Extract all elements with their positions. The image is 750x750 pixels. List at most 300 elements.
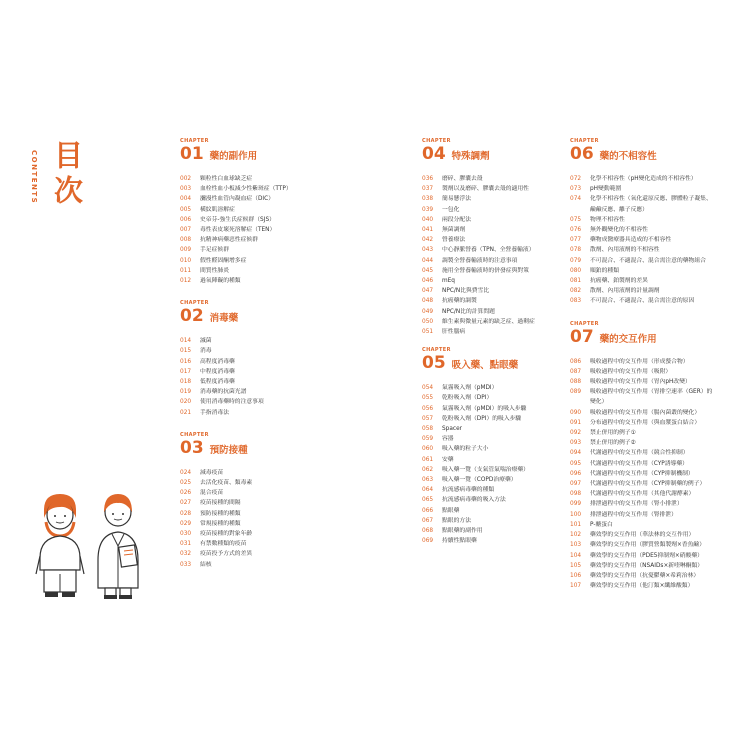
entry-title: 減毒疫苗 [200, 469, 224, 476]
entry-title: 吸收過程中的交互作用（形成螯合物） [590, 358, 689, 365]
page-number: 066 [422, 507, 434, 514]
toc-entry[interactable] [570, 428, 720, 438]
entry-title: 過氧陣礙的種類 [200, 278, 241, 285]
toc-entry-list [570, 174, 720, 307]
toc-entry[interactable] [422, 383, 567, 393]
page-number: 005 [180, 206, 192, 213]
page-number: 101 [570, 521, 582, 528]
toc-entry[interactable] [180, 519, 390, 529]
toc-entry[interactable] [422, 485, 567, 495]
chapter-heading [570, 144, 720, 167]
page-number: 012 [180, 278, 192, 285]
toc-entry[interactable] [422, 184, 567, 194]
toc-column-3 [570, 138, 720, 601]
page-number: 091 [570, 419, 582, 426]
toc-entry-list [422, 383, 567, 546]
entry-title: P-醣蛋白 [590, 521, 613, 528]
toc-entry[interactable] [570, 510, 720, 520]
chapter-title: 藥的不相容性 [599, 151, 657, 162]
entry-title: 史帝芬-強生氏症候群（SJS） [200, 216, 275, 223]
entry-title: 散劑、內用液劑的計量調劑 [590, 288, 660, 295]
toc-entry[interactable] [570, 387, 720, 397]
toc-entry[interactable] [180, 194, 390, 204]
chapter-number: 04 [422, 144, 446, 164]
page-number: 088 [570, 379, 582, 386]
toc-entry[interactable] [422, 307, 567, 317]
toc-entry[interactable] [570, 215, 720, 225]
page-number: 055 [422, 395, 434, 402]
page-number: 032 [180, 551, 192, 558]
toc-entry-list [180, 468, 390, 570]
chapter-title: 藥的交互作用 [599, 333, 657, 345]
page-number: 104 [570, 552, 582, 559]
page-number: 008 [180, 237, 192, 244]
entry-title: 安藥 [442, 456, 454, 463]
entry-title: 藥效學的交互作用（膠質營類製劑×香魚鹼） [590, 542, 705, 549]
toc-entry[interactable] [422, 286, 567, 296]
toc-entry[interactable] [180, 266, 390, 276]
toc-entry[interactable] [422, 434, 567, 444]
entry-title: 藥物成醫療器具造成的不相容性 [590, 237, 672, 244]
toc-entry[interactable] [570, 551, 720, 561]
entry-title: 持續性點眼藥 [442, 538, 477, 545]
page-number: 016 [180, 358, 192, 365]
toc-entry[interactable] [570, 448, 720, 458]
entry-title: 疫苗接種的對象年齡 [200, 531, 253, 538]
page-number: 024 [180, 469, 192, 476]
toc-entry[interactable] [570, 489, 720, 499]
toc-entry[interactable] [180, 174, 390, 184]
entry-title: 調製全營養輸液時的注意事項 [442, 257, 518, 264]
page-number: 060 [422, 446, 434, 453]
chapter-heading [422, 144, 567, 167]
toc-entry[interactable] [180, 397, 390, 407]
chapter-tag: CHAPTER [570, 320, 599, 327]
toc-entry[interactable] [180, 184, 390, 194]
toc-entry[interactable] [422, 245, 567, 255]
toc-entry[interactable] [570, 357, 720, 367]
page-number: 018 [180, 379, 192, 386]
toc-entry[interactable] [570, 184, 720, 194]
toc-entry[interactable] [422, 276, 567, 286]
toc-entry[interactable] [180, 225, 390, 235]
toc-column-1 [180, 138, 390, 580]
page-number: 007 [180, 227, 192, 234]
toc-entry[interactable] [422, 455, 567, 465]
entry-title: 禁止併用的例子② [590, 440, 636, 447]
toc-entry[interactable] [570, 438, 720, 448]
entry-title: 吸入藥一覽（COPD治療藥） [442, 477, 517, 484]
entry-title: 氣霧吸入劑（pMDI）的吸入步驟 [442, 405, 527, 412]
toc-entry[interactable] [180, 498, 390, 508]
entry-title: 藥效學的交互作用（PDE5抑制劑×硝酸藥） [590, 552, 703, 559]
page-number: 067 [422, 517, 434, 524]
page-number: 058 [422, 426, 434, 433]
chapter-number: 02 [180, 306, 204, 327]
toc-entry[interactable] [570, 296, 720, 306]
page-number: 030 [180, 531, 192, 538]
chapter-02 [180, 300, 390, 418]
chapter-number: 01 [180, 144, 204, 164]
entry-title: 疫苗接種的間隔 [200, 500, 241, 507]
toc-entry[interactable] [180, 215, 390, 225]
toc-entry[interactable] [180, 346, 390, 356]
page-number: 021 [180, 409, 192, 416]
toc-entry[interactable] [422, 506, 567, 516]
entry-title: 磨碎、膠囊去殼 [442, 176, 483, 182]
page-number: 028 [180, 510, 192, 517]
chapter-title: 特殊調劑 [451, 151, 490, 162]
entry-title: 吸收過程中的交互作用（胃排空速率（GER）的 [590, 389, 713, 396]
entry-title: 常規接種的種類 [200, 520, 241, 527]
page-number: 089 [570, 389, 582, 396]
toc-entry[interactable] [180, 367, 390, 377]
toc-entry[interactable] [570, 397, 720, 407]
page-number: 009 [180, 247, 192, 254]
entry-title: 乾粉吸入劑（DPI） [442, 395, 493, 402]
page-number: 003 [180, 186, 192, 193]
page-number: 041 [422, 227, 434, 234]
entry-title: 抗精神病藥惡性症候群 [200, 237, 258, 244]
chapter-number: 03 [180, 437, 204, 458]
entry-title: 使用消毒藥時的注意事項 [200, 399, 264, 406]
toc-entry[interactable] [570, 520, 720, 530]
entry-title: pH變動範圍 [590, 186, 622, 193]
chapter-number: 05 [422, 353, 446, 374]
page-number: 083 [570, 298, 582, 305]
page-title: 目次 [50, 140, 84, 210]
entry-title: 抗流感病毒藥的吸入方法 [442, 497, 506, 504]
page-number: 042 [422, 237, 434, 244]
page-number: 054 [422, 385, 434, 392]
toc-entry[interactable] [180, 539, 390, 549]
toc-entry[interactable] [570, 530, 720, 540]
page-number: 082 [570, 288, 582, 295]
entry-title: 代謝過程中的交互作用（CYP抑制藥的例子） [590, 481, 706, 488]
page-number: 069 [422, 538, 434, 545]
toc-entry[interactable] [570, 235, 720, 245]
page-number: 047 [422, 288, 434, 295]
page-number: 098 [570, 491, 582, 498]
toc-entry[interactable] [570, 418, 720, 428]
entry-title: 抗癌藥的調製 [442, 298, 477, 305]
entry-title: 中心靜脈營養（TPN、全營養輸液） [442, 247, 535, 254]
entry-title: 手足症候群 [200, 247, 229, 254]
toc-entry[interactable] [180, 357, 390, 367]
toc-entry[interactable] [180, 235, 390, 245]
entry-title: 高程度消毒藥 [200, 358, 235, 365]
page-number: 056 [422, 405, 434, 412]
toc-entry[interactable] [422, 495, 567, 505]
toc-entry[interactable] [180, 488, 390, 498]
entry-title: 中程度消毒藥 [200, 368, 235, 375]
page-number: 043 [422, 247, 434, 254]
patient-figure [36, 494, 84, 597]
entry-title: 結核 [200, 561, 212, 568]
toc-entry[interactable] [422, 424, 567, 434]
toc-entry[interactable] [422, 414, 567, 424]
toc-entry[interactable] [570, 459, 720, 469]
entry-title: 疫苗投予方式的差異 [200, 551, 253, 558]
toc-entry[interactable] [570, 194, 720, 204]
page-number: 051 [422, 329, 434, 336]
page-number: 096 [570, 470, 582, 477]
toc-entry[interactable] [422, 475, 567, 485]
page-number: 020 [180, 399, 192, 406]
entry-title: 顆粒性白血球缺乏症 [200, 176, 253, 182]
toc-entry[interactable] [422, 256, 567, 266]
entry-title: 散劑、內用液劑的不相容性 [590, 247, 660, 254]
entry-title: 瀰漫性血管內凝血症（DIC） [200, 196, 274, 203]
toc-entry[interactable] [180, 377, 390, 387]
entry-title: 不可混合、不適混合、混合需注意的原因 [590, 298, 695, 305]
page-number: 077 [570, 237, 582, 244]
page-number: 068 [422, 528, 434, 535]
page-number: 093 [570, 440, 582, 447]
page-number: 107 [570, 583, 582, 590]
page-number: 086 [570, 358, 582, 365]
entry-title: 代謝過程中的交互作用（競合性抑制） [590, 450, 689, 457]
page-number: 078 [570, 247, 582, 254]
page-number: 094 [570, 450, 582, 457]
toc-entry[interactable] [570, 499, 720, 509]
toc-entry[interactable] [180, 509, 390, 519]
entry-title: 排泄過程中的交互作用（腎小排泄） [590, 501, 683, 508]
toc-entry[interactable] [422, 317, 567, 327]
toc-entry[interactable] [180, 336, 390, 346]
toc-entry[interactable] [570, 571, 720, 581]
toc-entry[interactable] [570, 205, 720, 215]
entry-title: 吸入藥的粒子大小 [442, 446, 489, 453]
chapter-tag: CHAPTER [180, 138, 209, 144]
toc-entry[interactable] [180, 549, 390, 559]
toc-entry[interactable] [570, 286, 720, 296]
entry-title: 手指消毒法 [200, 409, 229, 416]
entry-title: 無菌調劑 [442, 227, 466, 234]
toc-entry-list [180, 336, 390, 418]
page-number: 092 [570, 430, 582, 437]
entry-title: 營養療法 [442, 237, 466, 244]
toc-entry[interactable] [180, 560, 390, 570]
entry-title: 代謝過程中的交互作用（其他代謝酵素） [590, 491, 695, 498]
page-number: 087 [570, 368, 582, 375]
entry-title: 一包化 [442, 206, 460, 213]
page-number: 063 [422, 477, 434, 484]
toc-entry[interactable] [422, 225, 567, 235]
page-number: 080 [570, 267, 582, 274]
entry-title: 吸收過程中的交互作用（胃內pH改變） [590, 379, 691, 386]
toc-entry[interactable] [422, 235, 567, 245]
entry-title: 藥效學的交互作用（NSAIDs×新喹啉酮類） [590, 562, 704, 569]
page-number: 036 [422, 176, 434, 182]
toc-entry[interactable] [180, 387, 390, 397]
toc-entry[interactable] [180, 205, 390, 215]
entry-title: 肝性腦病 [442, 329, 466, 336]
entry-title: 順鉑的種類 [590, 267, 619, 274]
toc-entry[interactable] [570, 469, 720, 479]
entry-title: 兩段分配法 [442, 216, 471, 223]
entry-title: 藥效學的交互作用（華法林的交互作用） [590, 532, 695, 539]
toc-entry[interactable] [570, 408, 720, 418]
toc-entry[interactable] [570, 377, 720, 387]
entry-title: 維生素與微量元素的缺乏症、過剩症 [442, 318, 535, 325]
entry-title: 點眼的方法 [442, 517, 471, 524]
entry-title: 吸收過程中的交互作用（吸附） [590, 368, 672, 375]
toc-entry[interactable] [570, 174, 720, 184]
entry-title: 間質性肺炎 [200, 267, 229, 274]
toc-entry[interactable] [570, 276, 720, 286]
entry-title: 鹼鹼反應、離子反應） [590, 206, 648, 213]
chapter-heading [180, 438, 390, 461]
chapter-heading [570, 327, 720, 350]
page-number: 039 [422, 206, 434, 213]
page-number: 025 [180, 480, 192, 487]
page-number: 075 [570, 216, 582, 223]
page-number: 011 [180, 267, 192, 274]
toc-entry[interactable] [570, 581, 720, 591]
chapter-tag: CHAPTER [570, 138, 599, 144]
entry-title: 有禁數種類的疫苗 [200, 541, 247, 548]
entry-title: 簡易懸浮法 [442, 196, 471, 203]
toc-entry[interactable] [422, 205, 567, 215]
toc-entry[interactable] [570, 367, 720, 377]
entry-title: 變化） [590, 399, 608, 406]
page-number: 081 [570, 278, 582, 285]
toc-entry[interactable] [180, 529, 390, 539]
toc-entry[interactable] [422, 215, 567, 225]
page-number: 099 [570, 501, 582, 508]
toc-entry[interactable] [422, 393, 567, 403]
entry-title: 抗癌藥、鉑製劑的差異 [590, 278, 648, 285]
page-number: 040 [422, 216, 434, 223]
page-number: 076 [570, 227, 582, 234]
entry-title: 乾粉吸入劑（DPI）的吸入步驟 [442, 415, 522, 422]
page-number: 106 [570, 572, 582, 579]
chapter-tag: CHAPTER [180, 300, 209, 307]
toc-entry[interactable] [422, 465, 567, 475]
page-number: 102 [570, 532, 582, 539]
entry-title: 假性醛固酮增多症 [200, 257, 247, 264]
page-number: 072 [570, 176, 582, 182]
toc-entry[interactable] [570, 245, 720, 255]
toc-entry[interactable] [180, 245, 390, 255]
toc-entry[interactable] [570, 561, 720, 571]
chapter-06 [570, 138, 720, 307]
chapter-tag: CHAPTER [180, 431, 209, 438]
toc-entry[interactable] [570, 225, 720, 235]
page-number: 027 [180, 500, 192, 507]
entry-title: 藥效學的交互作用（抗憂鬱藥×希莉治林） [590, 572, 700, 579]
page-number: 048 [422, 298, 434, 305]
entry-title: 物理不相容性 [590, 216, 625, 223]
toc-entry[interactable] [570, 479, 720, 489]
page-number: 097 [570, 481, 582, 488]
toc-entry[interactable] [422, 266, 567, 276]
page-number: 100 [570, 511, 582, 518]
toc-entry[interactable] [422, 404, 567, 414]
toc-entry[interactable] [180, 408, 390, 418]
page-number: 015 [180, 348, 192, 355]
toc-entry[interactable] [180, 276, 390, 286]
page-number [570, 205, 590, 215]
chapter-07 [570, 321, 720, 592]
toc-entry[interactable] [180, 468, 390, 478]
pharmacist-figure [98, 494, 138, 599]
page-number: 006 [180, 216, 192, 223]
toc-entry-list [422, 174, 567, 337]
people-illustration [30, 488, 150, 603]
entry-title: 分布過程中的交互作用（與血漿蛋白結合） [590, 419, 701, 426]
toc-entry[interactable] [422, 174, 567, 184]
toc-entry[interactable] [422, 536, 567, 546]
page-number: 064 [422, 487, 434, 494]
entry-title: 點眼藥的副作用 [442, 528, 483, 535]
contents-label: CONTENTS [30, 150, 38, 205]
page-number: 014 [180, 338, 192, 345]
page-number [570, 397, 590, 407]
toc-entry[interactable] [180, 256, 390, 266]
page-number: 049 [422, 308, 434, 315]
toc-entry[interactable] [422, 444, 567, 454]
entry-title: 代謝過程中的交互作用（CYP抑制機制） [590, 470, 694, 477]
page-number: 019 [180, 389, 192, 396]
chapter-number: 07 [570, 326, 594, 347]
toc-entry[interactable] [180, 478, 390, 488]
entry-title: 施用全營養輸液時的併發症與對策 [442, 267, 529, 274]
page-number: 045 [422, 267, 434, 274]
entry-title: 不可混合、不適混合、混合需注意的藥物組合 [590, 257, 706, 264]
toc-entry[interactable] [422, 194, 567, 204]
entry-title: 滅菌 [200, 338, 212, 345]
toc-entry[interactable] [422, 327, 567, 337]
entry-title: 點眼藥 [442, 507, 460, 514]
entry-title: 抗流感病毒藥的種類 [442, 487, 495, 494]
page-number: 065 [422, 497, 434, 504]
toc-entry[interactable] [422, 526, 567, 536]
entry-title: 容器 [442, 436, 454, 443]
chapter-number: 06 [570, 144, 594, 164]
entry-title: 血栓性血小板減少性紫斑症（TTP） [200, 186, 292, 193]
chapter-tag: CHAPTER [422, 347, 451, 354]
entry-title: 製劑以及磨碎、膠囊去殼的適用性 [442, 186, 529, 193]
chapter-tag: CHAPTER [422, 138, 451, 144]
chapter-title: 吸入藥、點眼藥 [451, 360, 519, 372]
entry-title: 排泄過程中的交互作用（腎排泄） [590, 511, 677, 518]
toc-entry[interactable] [422, 516, 567, 526]
page-number: 057 [422, 415, 434, 422]
page-number: 029 [180, 520, 192, 527]
page-number: 031 [180, 541, 192, 548]
chapter-title: 消毒藥 [209, 313, 239, 325]
chapter-01 [180, 138, 390, 286]
chapter-title: 預防接種 [209, 444, 248, 456]
toc-entry[interactable] [570, 540, 720, 550]
entry-title: 代謝過程中的交互作用（CYP誘導藥） [590, 460, 688, 467]
entry-title: 混合疫苗 [200, 490, 224, 497]
toc-column-2 [422, 138, 567, 557]
page-number: 095 [570, 460, 582, 467]
page-number: 044 [422, 257, 434, 264]
toc-entry[interactable] [422, 296, 567, 306]
toc-entry[interactable] [570, 266, 720, 276]
toc-entry[interactable] [570, 256, 720, 266]
entry-title: 橫紋肌溶解症 [200, 206, 235, 213]
page-number: 004 [180, 196, 192, 203]
toc-entry-list [180, 174, 390, 286]
entry-title: NPC/N比的計算問題 [442, 308, 495, 315]
entry-title: 氣霧吸入劑（pMDI） [442, 385, 498, 392]
chapter-04 [422, 138, 567, 337]
